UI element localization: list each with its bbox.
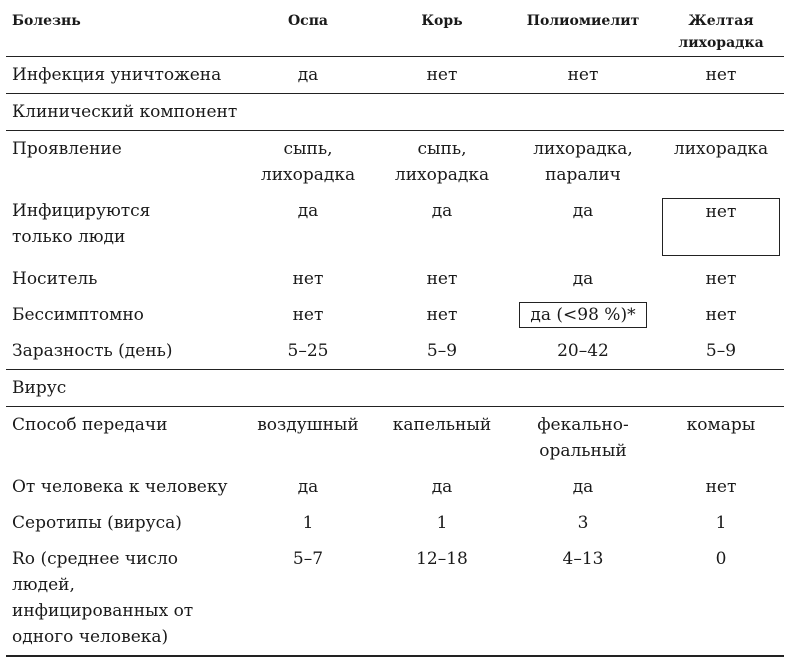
row-label: Серотипы (вируса) — [12, 513, 182, 533]
table-row — [6, 193, 784, 261]
cell: 12–18 — [376, 541, 508, 656]
cell: лихорадка, паралич — [533, 139, 633, 185]
table-header-row — [6, 0, 784, 57]
cell: да — [572, 269, 594, 289]
cell: нет — [376, 57, 508, 94]
row-label: Заразность (день) — [6, 333, 240, 370]
cell: сыпь, лихорадка — [394, 139, 490, 185]
cell: фекально-оральный — [537, 415, 629, 461]
disease-comparison-table — [6, 0, 784, 657]
cell-value: нет — [705, 202, 737, 222]
cell-boxed — [508, 297, 658, 333]
cell: капельный — [392, 415, 492, 435]
highlight-box: да (<98 %)* — [519, 302, 646, 328]
row-label: Инфекция уничтожена — [6, 57, 240, 94]
header-measles: Корь — [376, 0, 508, 57]
cell: 1 — [436, 513, 448, 533]
cell: 20–42 — [508, 333, 658, 370]
header-yellow-fever: Желтая лихорадка — [658, 0, 784, 57]
row-label: Способ передачи — [12, 415, 168, 435]
section-row — [6, 370, 784, 407]
cell: нет — [508, 57, 658, 94]
cell: да — [431, 201, 453, 221]
cell: да — [297, 201, 319, 221]
cell: 5–9 — [376, 333, 508, 370]
section-title-virus: Вирус — [6, 370, 784, 407]
cell: да — [572, 201, 594, 221]
cell-boxed — [658, 193, 784, 261]
header-disease: Болезнь — [6, 0, 240, 57]
cell: нет — [292, 305, 324, 325]
cell: да — [572, 477, 594, 497]
cell: нет — [292, 269, 324, 289]
table-row — [6, 131, 784, 194]
table-row — [6, 261, 784, 297]
section-title-clinical: Клинический компонент — [6, 94, 784, 131]
cell: 5–9 — [658, 333, 784, 370]
header-smallpox: Оспа — [240, 0, 376, 57]
cell: 1 — [715, 513, 727, 533]
row-label: Проявление — [12, 139, 122, 159]
cell: нет — [658, 57, 784, 94]
cell: 1 — [302, 513, 314, 533]
table-row — [6, 505, 784, 541]
row-label: Бессимптомно — [12, 305, 144, 325]
cell: да — [240, 57, 376, 94]
cell: нет — [705, 269, 737, 289]
row-label: Носитель — [12, 269, 98, 289]
table-row — [6, 407, 784, 470]
cell: сыпь, лихорадка — [260, 139, 356, 185]
table-row — [6, 57, 784, 94]
section-row — [6, 94, 784, 131]
cell: нет — [705, 477, 737, 497]
row-label: От человека к человеку — [12, 477, 228, 497]
table-row — [6, 541, 784, 656]
cell: да — [297, 477, 319, 497]
header-polio: Полиомиелит — [508, 0, 658, 57]
cell: воздушный — [257, 415, 359, 435]
cell: 0 — [658, 541, 784, 656]
cell: нет — [705, 305, 737, 325]
cell: нет — [426, 305, 458, 325]
row-label: Инфицируются только люди — [12, 201, 151, 247]
table-row — [6, 297, 784, 333]
cell: да — [431, 477, 453, 497]
cell: нет — [426, 269, 458, 289]
table-row — [6, 469, 784, 505]
cell: 3 — [577, 513, 589, 533]
cell: 4–13 — [508, 541, 658, 656]
cell: лихорадка — [673, 139, 769, 159]
row-label: Ro (среднее число людей, инфицированных от одного человека) — [6, 541, 240, 656]
cell: 5–7 — [240, 541, 376, 656]
cell: 5–25 — [240, 333, 376, 370]
highlight-box — [662, 198, 780, 256]
cell: комары — [686, 415, 756, 435]
table-row — [6, 333, 784, 370]
